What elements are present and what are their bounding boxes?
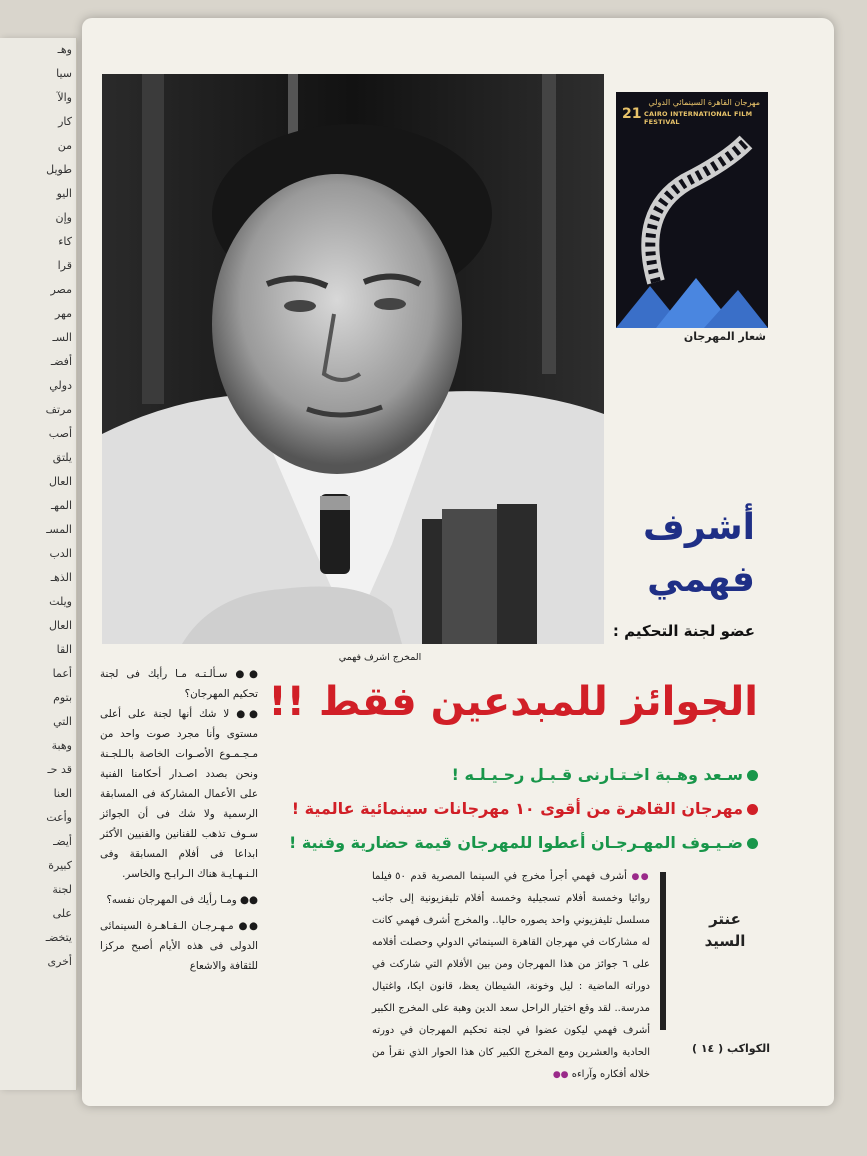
adjacent-page-fragment: مرتف — [45, 403, 72, 416]
interview-column — [100, 664, 258, 976]
adjacent-page-fragment: أفضـ — [50, 355, 72, 368]
poster-caption: شعار المهرجان — [683, 330, 766, 343]
poster-edition-number: 21 — [622, 106, 642, 122]
adjacent-page-fragment: قد حـ — [47, 763, 72, 776]
adjacent-page-fragment: أخرى — [47, 955, 72, 968]
poster-english-title: CAIRO INTERNATIONAL FILM FESTIVAL — [644, 110, 753, 126]
adjacent-page-fragment: العال — [48, 619, 72, 632]
adjacent-page-fragment: لجنة — [52, 883, 72, 896]
adjacent-page-fragment: المسـ — [46, 523, 72, 536]
lead-paragraph — [372, 866, 650, 1086]
photo-caption: المخرج اشرف فهمي — [338, 652, 422, 663]
subject-first-name: أشرف — [643, 507, 755, 548]
adjacent-page-fragment: الذهـ — [50, 571, 72, 584]
adjacent-page-fragment: على — [52, 907, 72, 920]
adjacent-page-fragment: مصر — [50, 283, 72, 296]
adjacent-page-fragment: مهر — [54, 307, 72, 320]
author-byline — [690, 908, 760, 952]
adjacent-page-fragment: العال — [48, 475, 72, 488]
adjacent-page-fragment: اليو — [56, 187, 72, 200]
adjacent-page-fragment: وإن — [55, 211, 72, 224]
adjacent-page-fragment: كار — [58, 115, 72, 128]
adjacent-page-fragment: دولي — [49, 379, 72, 392]
author-last-name: السيد — [704, 932, 746, 950]
headline-bullets — [264, 758, 758, 860]
page-number: ( ١٤ ) — [691, 1042, 724, 1055]
adjacent-page-text — [0, 38, 76, 974]
portrait-photo-drawing — [102, 74, 604, 644]
adjacent-page-fragment: التي — [53, 715, 72, 728]
adjacent-page-fragment: وهبة — [51, 739, 72, 752]
bullet-dot-icon — [747, 770, 758, 781]
festival-poster — [616, 92, 768, 328]
adjacent-page-fragment: قرا — [57, 259, 72, 272]
bullet-dot-icon — [747, 838, 758, 849]
subject-last-name: فهمي — [647, 559, 755, 600]
bullet-dot-icon — [747, 804, 758, 815]
adjacent-page-fragment: أيضـ — [53, 835, 72, 848]
bullet-1 — [264, 758, 758, 792]
adjacent-page-edge — [0, 38, 77, 1090]
adjacent-page-fragment: ويلت — [49, 595, 72, 608]
adjacent-page-fragment: كبيرة — [48, 859, 72, 872]
adjacent-page-fragment: العنا — [53, 787, 72, 800]
adjacent-page-fragment: أصب — [48, 427, 72, 440]
question-1: ●● سـألـتـه مـا رأيك فى لجنة تحكيم المهرجان؟ — [100, 668, 258, 700]
adjacent-page-fragment: من — [57, 139, 72, 152]
poster-artwork — [616, 92, 768, 328]
question-2: ●● ومـا رأيك فى المهرجان نفسه؟ — [106, 894, 258, 906]
bullet-2 — [264, 792, 758, 826]
adjacent-page-fragment: سيا — [56, 67, 72, 80]
bullet-text: ضـيـوف المهـرجـان أعطوا للمهرجان قيمة حضارية وفنية ! — [288, 833, 743, 852]
adjacent-page-fragment: وأعت — [46, 811, 72, 824]
answer-2: ●● مـهـرجـان الـقـاهـرة السينمائى الدولى فى هذه الأيام أصبح مركزا للثقافة والاشعاع — [100, 920, 258, 972]
adjacent-page-fragment: يتخضـ — [45, 931, 72, 944]
adjacent-page-fragment: يلتق — [52, 451, 72, 464]
bullet-text: سـعد وهـبة اخـتـارنى قـبـل رحـيـلـه ! — [451, 765, 743, 784]
adjacent-page-fragment: الدب — [49, 547, 72, 560]
adjacent-page-fragment: كاء — [58, 235, 72, 248]
adjacent-page-fragment: أعما — [52, 667, 72, 680]
answer-1: ●● لا شك أنها لجنة على أعلى مستوى وأنا مجرد صوت واحد من مـجـمـوع الأصـوات الخاصة بالـلجـنة ونحن بصدد اصـدار أحكامنا الفنية على الأعمال المشاركة فى المسابقة الرسمية ولا شك فى أن الجوائز سـوف تذهب للفنانين والفنيين الأكثر ابداعا فى أفلام المسابقة وفى الـنـهـايـة هناك الـرابـح والخاسر. — [100, 708, 258, 880]
bullet-3 — [264, 826, 758, 860]
bullet-text: مهرجان القاهرة من أقوى ١٠ مهرجانات سينمائية عالمية ! — [291, 799, 743, 818]
adjacent-page-fragment: طويل — [46, 163, 72, 176]
author-divider — [660, 872, 666, 1030]
page-footer — [684, 1042, 770, 1055]
portrait-photo — [102, 74, 604, 644]
adjacent-page-fragment: القا — [56, 643, 72, 656]
committee-label: عضو لجنة التحكيم : — [612, 622, 755, 640]
main-headline: الجوائز للمبدعين فقط !! — [268, 679, 758, 725]
adjacent-page-fragment: السـ — [52, 331, 72, 344]
adjacent-page-fragment: بتوم — [53, 691, 72, 704]
author-first-name: عنتر — [709, 910, 741, 928]
poster-arabic-title: مهرجان القاهرة السينمائي الدولي — [648, 98, 760, 107]
adjacent-page-fragment: وهـ — [57, 43, 72, 56]
lead-marker: ●● — [631, 872, 650, 882]
lead-marker: ●● — [552, 1070, 569, 1080]
lead-text: أشرف فهمي أجرأ مخرج في السينما المصرية قدم ٥٠ فيلما روائيا وخمسة أفلام تسجيلية وخمسة أفلام تليفزيونية إلى جانب مسلسل تليفزيوني واحد يصوره حاليا.. والمخرج أشرف فهمي كانت له مشاركات في مهرجان القاهرة السينمائي الدولي وحصلت أفلامه على ٦ جوائز من هذا المهرجان ومن بين الأفلام التي شاركت في دوراته الماضية : ليل وخونة، الشيطان يعظ، قانون ايكا، واغتيال مدرسة.. لقد وقع اختيار الراحل سعد الدين وهبة على المخرج الكبير أشرف فهمي ليكون عضوا في لجنة تحكيم المهرجان في دورته الحادية والعشرين ومع المخرج الكبير كان هذا الحوار الذي نقرأ من خلاله أفكاره وآراءه — [372, 871, 650, 1080]
adjacent-page-fragment: المهـ — [50, 499, 72, 512]
adjacent-page-fragment: والآ — [57, 91, 72, 104]
magazine-name: الكواكب — [726, 1042, 770, 1055]
